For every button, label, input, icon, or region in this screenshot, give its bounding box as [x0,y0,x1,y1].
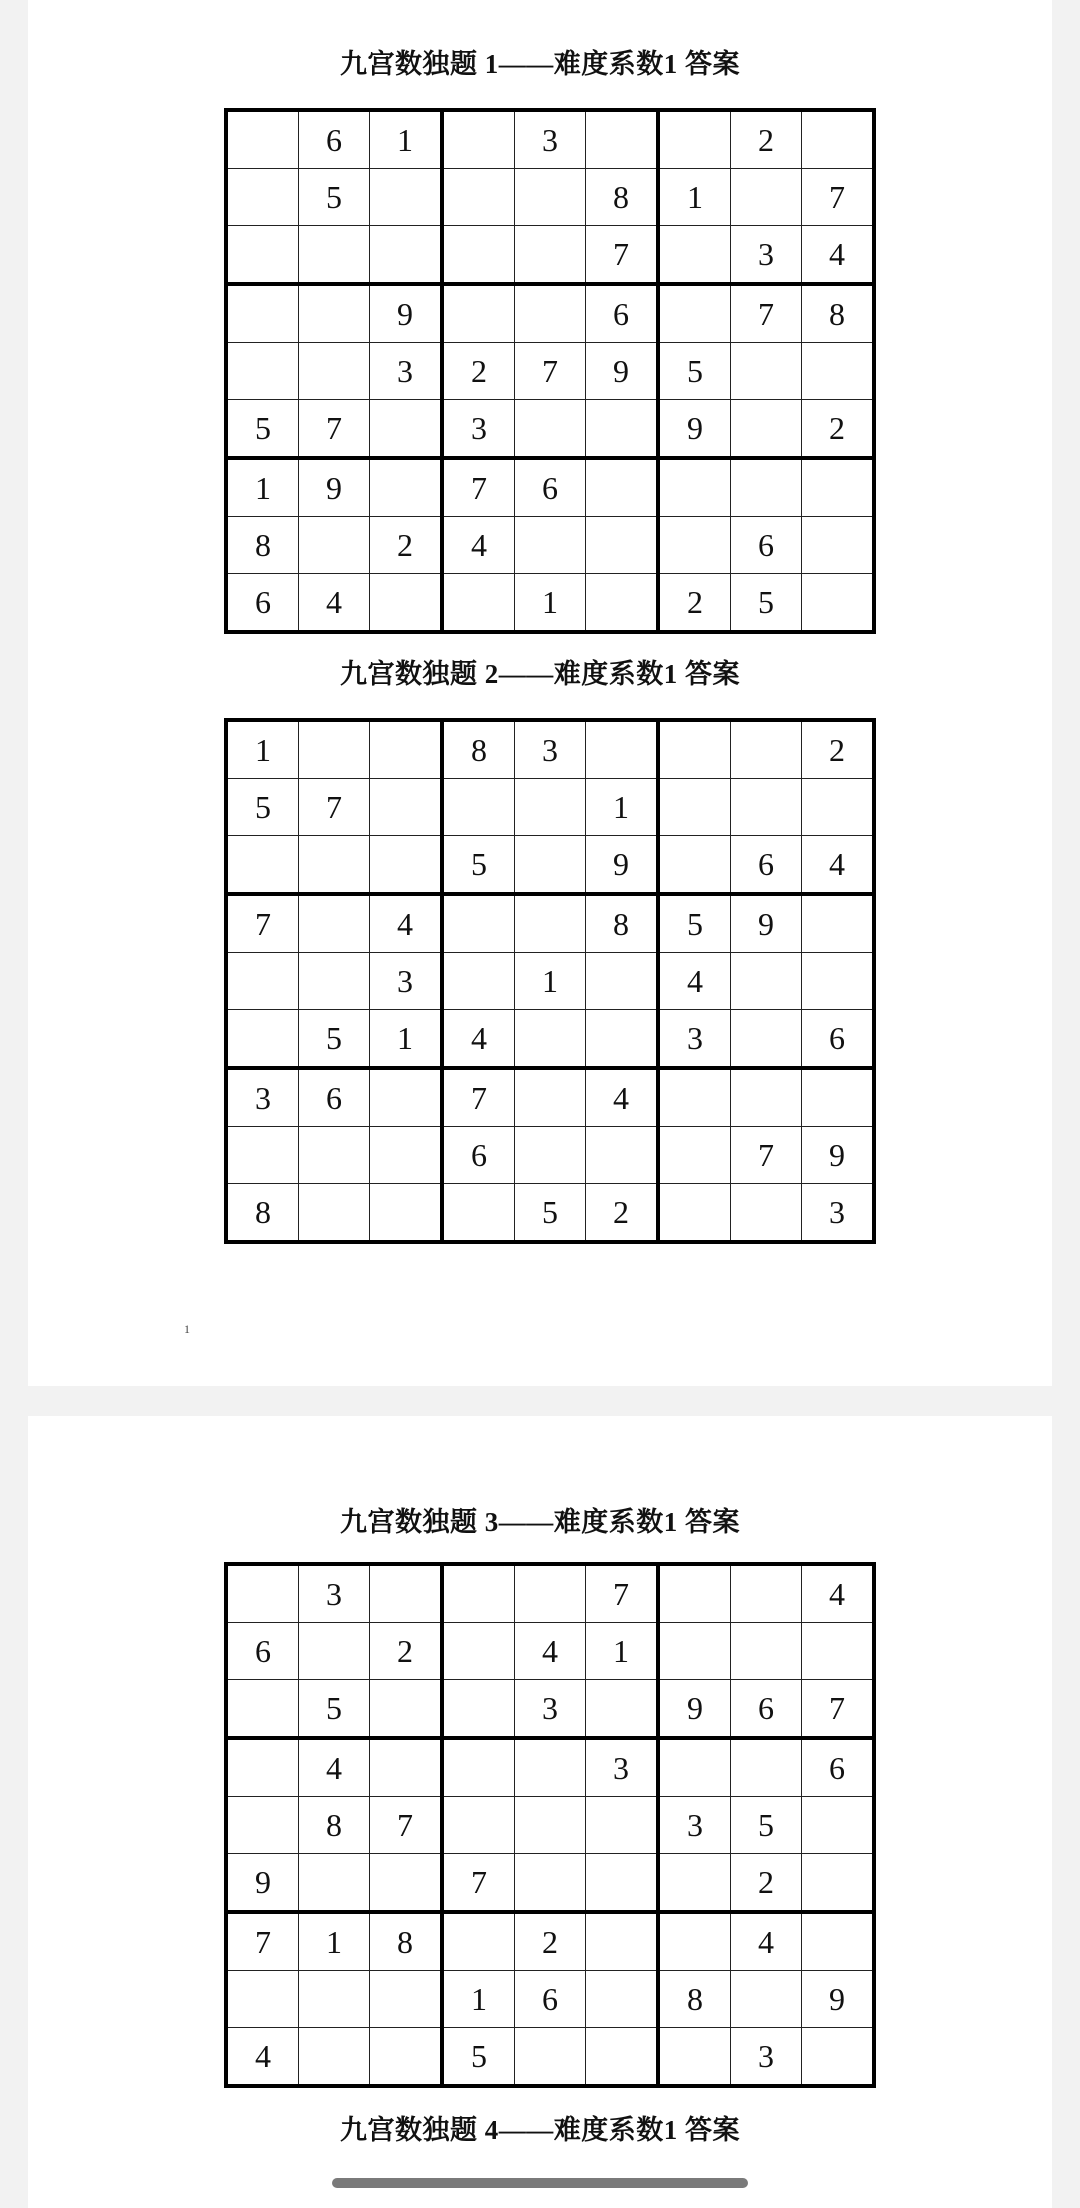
grid-cell [802,574,875,633]
grid-cell: 5 [442,2028,515,2087]
grid-cell: 4 [515,1623,586,1680]
grid-cell [658,1738,731,1797]
grid-row [226,1184,874,1243]
grid-cell [731,1564,802,1623]
grid-cell: 6 [299,110,370,169]
grid-cell [515,517,586,574]
sudoku-grid-2 [224,718,876,1244]
grid-row [226,1854,874,1913]
grid-cell [370,1971,443,2028]
grid-row [226,1010,874,1069]
grid-cell [731,343,802,400]
grid-cell [515,226,586,285]
grid-row [226,1797,874,1854]
grid-cell [731,1738,802,1797]
grid-cell: 7 [586,1564,659,1623]
grid-cell: 6 [299,1068,370,1127]
grid-cell [299,1127,370,1184]
grid-cell: 9 [586,343,659,400]
grid-cell [802,1623,875,1680]
grid-cell [731,953,802,1010]
grid-cell [586,1010,659,1069]
grid-cell: 1 [370,110,443,169]
grid-cell [370,1184,443,1243]
grid-cell: 2 [515,1912,586,1971]
grid-cell: 4 [802,1564,875,1623]
grid-row [226,458,874,517]
grid-cell: 1 [442,1971,515,2028]
grid-cell [802,1912,875,1971]
grid-cell [586,1971,659,2028]
grid-cell: 8 [370,1912,443,1971]
grid-cell [586,517,659,574]
sudoku-grid-3 [224,1562,876,2088]
grid-cell [370,779,443,836]
grid-cell [370,400,443,459]
grid-cell: 8 [802,284,875,343]
grid-cell: 2 [370,517,443,574]
grid-cell [802,779,875,836]
grid-cell: 7 [442,1854,515,1913]
sudoku-grid-1 [224,108,876,634]
grid-cell [658,517,731,574]
grid-cell [299,2028,370,2087]
grid-cell: 8 [299,1797,370,1854]
grid-cell: 2 [802,720,875,779]
grid-cell [658,110,731,169]
grid-cell [370,169,443,226]
grid-cell [658,836,731,895]
grid-cell: 4 [370,894,443,953]
grid-cell [370,1127,443,1184]
grid-cell [731,458,802,517]
grid-cell [586,2028,659,2087]
grid-row [226,953,874,1010]
grid-cell [226,110,299,169]
grid-cell: 3 [731,226,802,285]
grid-cell [586,1680,659,1739]
grid-cell [299,1971,370,2028]
puzzle-2-title: 九宫数独题 2——难度系数1 答案 [340,659,740,689]
grid-cell [299,1184,370,1243]
grid-cell [299,226,370,285]
grid-cell: 2 [658,574,731,633]
grid-cell [731,1068,802,1127]
grid-cell: 6 [731,1680,802,1739]
grid-cell: 5 [731,574,802,633]
grid-cell: 7 [370,1797,443,1854]
grid-cell [586,458,659,517]
grid-cell: 7 [731,284,802,343]
grid-cell: 2 [370,1623,443,1680]
home-indicator[interactable] [332,2178,748,2188]
grid-row [226,517,874,574]
puzzle-4-title: 九宫数独题 4——难度系数1 答案 [340,2115,740,2145]
grid-cell: 9 [226,1854,299,1913]
grid-cell [515,2028,586,2087]
grid-row [226,1127,874,1184]
grid-row [226,1623,874,1680]
grid-cell: 9 [658,400,731,459]
grid-cell: 9 [802,1127,875,1184]
grid-row [226,1680,874,1739]
grid-cell [370,1564,443,1623]
grid-cell [731,779,802,836]
grid-cell [299,894,370,953]
grid-row [226,169,874,226]
grid-cell [802,110,875,169]
grid-cell: 9 [658,1680,731,1739]
grid-cell [226,1564,299,1623]
grid-cell: 3 [586,1738,659,1797]
grid-cell: 3 [658,1010,731,1069]
grid-cell [658,1564,731,1623]
grid-cell: 5 [226,779,299,836]
grid-cell [731,1971,802,2028]
grid-cell [370,574,443,633]
grid-cell: 3 [515,720,586,779]
grid-cell: 7 [299,400,370,459]
grid-cell: 8 [226,1184,299,1243]
grid-cell: 3 [515,1680,586,1739]
grid-cell [370,1738,443,1797]
grid-cell: 3 [370,343,443,400]
grid-cell: 3 [658,1797,731,1854]
grid-cell [442,1184,515,1243]
grid-cell [658,779,731,836]
grid-cell: 5 [299,1680,370,1739]
grid-cell [226,1971,299,2028]
grid-cell [370,1068,443,1127]
grid-cell [802,1854,875,1913]
grid-row [226,836,874,895]
grid-row [226,2028,874,2087]
grid-cell [299,343,370,400]
grid-cell [515,1854,586,1913]
grid-cell [299,720,370,779]
grid-cell [442,894,515,953]
grid-cell: 1 [515,953,586,1010]
grid-cell [299,1623,370,1680]
grid-cell: 7 [442,1068,515,1127]
grid-cell [226,953,299,1010]
grid-cell: 7 [802,1680,875,1739]
grid-cell: 6 [802,1010,875,1069]
grid-cell: 6 [802,1738,875,1797]
grid-cell [226,169,299,226]
grid-cell: 1 [586,1623,659,1680]
grid-cell [802,1797,875,1854]
grid-cell [370,226,443,285]
grid-row [226,1912,874,1971]
grid-cell [586,1127,659,1184]
puzzle-1-title: 九宫数独题 1——难度系数1 答案 [340,49,740,79]
grid-row [226,1738,874,1797]
grid-cell: 5 [658,894,731,953]
grid-row [226,720,874,779]
grid-cell: 7 [586,226,659,285]
grid-cell [226,343,299,400]
grid-cell: 3 [515,110,586,169]
grid-cell [731,720,802,779]
grid-cell [226,226,299,285]
grid-cell [442,1738,515,1797]
grid-row [226,110,874,169]
grid-cell [586,400,659,459]
grid-cell [515,894,586,953]
grid-cell [226,1127,299,1184]
grid-cell [658,1912,731,1971]
grid-cell [658,458,731,517]
grid-cell [299,284,370,343]
grid-cell: 9 [802,1971,875,2028]
grid-cell [299,836,370,895]
grid-cell: 9 [370,284,443,343]
grid-cell [586,720,659,779]
grid-cell [731,400,802,459]
grid-cell [370,720,443,779]
grid-cell [370,836,443,895]
grid-cell [370,458,443,517]
grid-cell: 5 [226,400,299,459]
grid-cell: 1 [370,1010,443,1069]
grid-cell: 1 [515,574,586,633]
grid-cell: 5 [731,1797,802,1854]
grid-cell [299,517,370,574]
grid-cell: 2 [442,343,515,400]
grid-cell [515,1010,586,1069]
grid-row [226,226,874,285]
grid-cell: 8 [226,517,299,574]
grid-cell [515,779,586,836]
grid-cell: 7 [731,1127,802,1184]
grid-cell [370,2028,443,2087]
grid-cell [515,836,586,895]
grid-cell [802,343,875,400]
grid-cell: 6 [586,284,659,343]
grid-cell [299,953,370,1010]
grid-cell: 6 [515,1971,586,2028]
grid-cell: 6 [731,517,802,574]
grid-cell: 2 [731,1854,802,1913]
grid-row [226,284,874,343]
grid-row [226,574,874,633]
grid-cell [731,1623,802,1680]
grid-cell: 4 [802,226,875,285]
grid-cell: 6 [731,836,802,895]
grid-cell: 7 [802,169,875,226]
grid-cell [802,894,875,953]
grid-cell: 4 [731,1912,802,1971]
grid-cell: 5 [442,836,515,895]
grid-cell: 3 [299,1564,370,1623]
grid-cell: 3 [442,400,515,459]
grid-row [226,779,874,836]
grid-cell [515,1068,586,1127]
grid-cell [802,458,875,517]
grid-cell [370,1680,443,1739]
grid-cell: 6 [515,458,586,517]
grid-cell: 3 [370,953,443,1010]
grid-cell [515,1738,586,1797]
grid-cell [586,1912,659,1971]
grid-cell [442,110,515,169]
grid-cell [442,1680,515,1739]
grid-row [226,894,874,953]
grid-cell: 3 [731,2028,802,2087]
grid-cell: 6 [442,1127,515,1184]
grid-cell [442,1797,515,1854]
grid-cell [442,1623,515,1680]
grid-cell: 4 [658,953,731,1010]
grid-cell [515,1797,586,1854]
grid-cell: 4 [226,2028,299,2087]
grid-cell [226,1680,299,1739]
grid-cell: 8 [658,1971,731,2028]
grid-cell [731,169,802,226]
puzzle-3-title: 九宫数独题 3——难度系数1 答案 [340,1507,740,1537]
grid-cell: 7 [299,779,370,836]
grid-cell [802,517,875,574]
grid-cell [731,1010,802,1069]
grid-cell: 5 [299,1010,370,1069]
grid-cell: 7 [226,1912,299,1971]
grid-cell [442,779,515,836]
grid-cell [658,1623,731,1680]
grid-cell: 7 [515,343,586,400]
grid-cell [658,1127,731,1184]
grid-cell [802,1068,875,1127]
grid-cell [226,836,299,895]
grid-cell: 3 [226,1068,299,1127]
grid-cell: 4 [802,836,875,895]
grid-cell [226,284,299,343]
grid-cell [370,1854,443,1913]
grid-cell: 9 [586,836,659,895]
grid-cell [658,226,731,285]
grid-cell: 4 [442,517,515,574]
grid-cell [658,284,731,343]
grid-cell [515,1127,586,1184]
grid-cell: 2 [802,400,875,459]
grid-cell: 6 [226,574,299,633]
grid-cell [442,226,515,285]
grid-cell: 1 [226,458,299,517]
grid-cell: 5 [299,169,370,226]
grid-cell [586,574,659,633]
grid-cell [731,1184,802,1243]
grid-cell: 2 [586,1184,659,1243]
grid-cell [515,1564,586,1623]
grid-cell [442,1564,515,1623]
grid-cell [802,953,875,1010]
grid-cell [442,953,515,1010]
grid-cell: 1 [299,1912,370,1971]
grid-cell: 1 [658,169,731,226]
grid-row [226,1068,874,1127]
grid-cell: 1 [226,720,299,779]
grid-cell: 9 [299,458,370,517]
grid-cell: 4 [586,1068,659,1127]
grid-cell [515,284,586,343]
grid-cell [658,1068,731,1127]
grid-cell [658,720,731,779]
grid-cell [586,110,659,169]
grid-cell [442,284,515,343]
grid-cell: 5 [658,343,731,400]
grid-cell [586,953,659,1010]
grid-cell [658,1184,731,1243]
grid-cell: 9 [731,894,802,953]
grid-cell [515,169,586,226]
grid-cell [515,400,586,459]
grid-row [226,343,874,400]
grid-cell: 1 [586,779,659,836]
grid-cell [658,2028,731,2087]
grid-cell [226,1738,299,1797]
grid-cell [442,574,515,633]
grid-cell: 3 [802,1184,875,1243]
page-number: 1 [184,1322,190,1336]
grid-row [226,1971,874,2028]
grid-row [226,400,874,459]
grid-cell: 8 [586,169,659,226]
grid-cell: 4 [299,574,370,633]
grid-cell [586,1854,659,1913]
grid-cell: 7 [226,894,299,953]
grid-cell: 2 [731,110,802,169]
grid-cell: 8 [442,720,515,779]
grid-cell [802,2028,875,2087]
grid-cell [586,1797,659,1854]
grid-cell [226,1010,299,1069]
grid-cell [658,1854,731,1913]
grid-cell [442,1912,515,1971]
grid-row [226,1564,874,1623]
grid-cell: 4 [299,1738,370,1797]
grid-cell: 7 [442,458,515,517]
grid-cell [442,169,515,226]
grid-cell: 6 [226,1623,299,1680]
grid-cell: 8 [586,894,659,953]
grid-cell [226,1797,299,1854]
grid-cell: 5 [515,1184,586,1243]
grid-cell: 4 [442,1010,515,1069]
grid-cell [299,1854,370,1913]
